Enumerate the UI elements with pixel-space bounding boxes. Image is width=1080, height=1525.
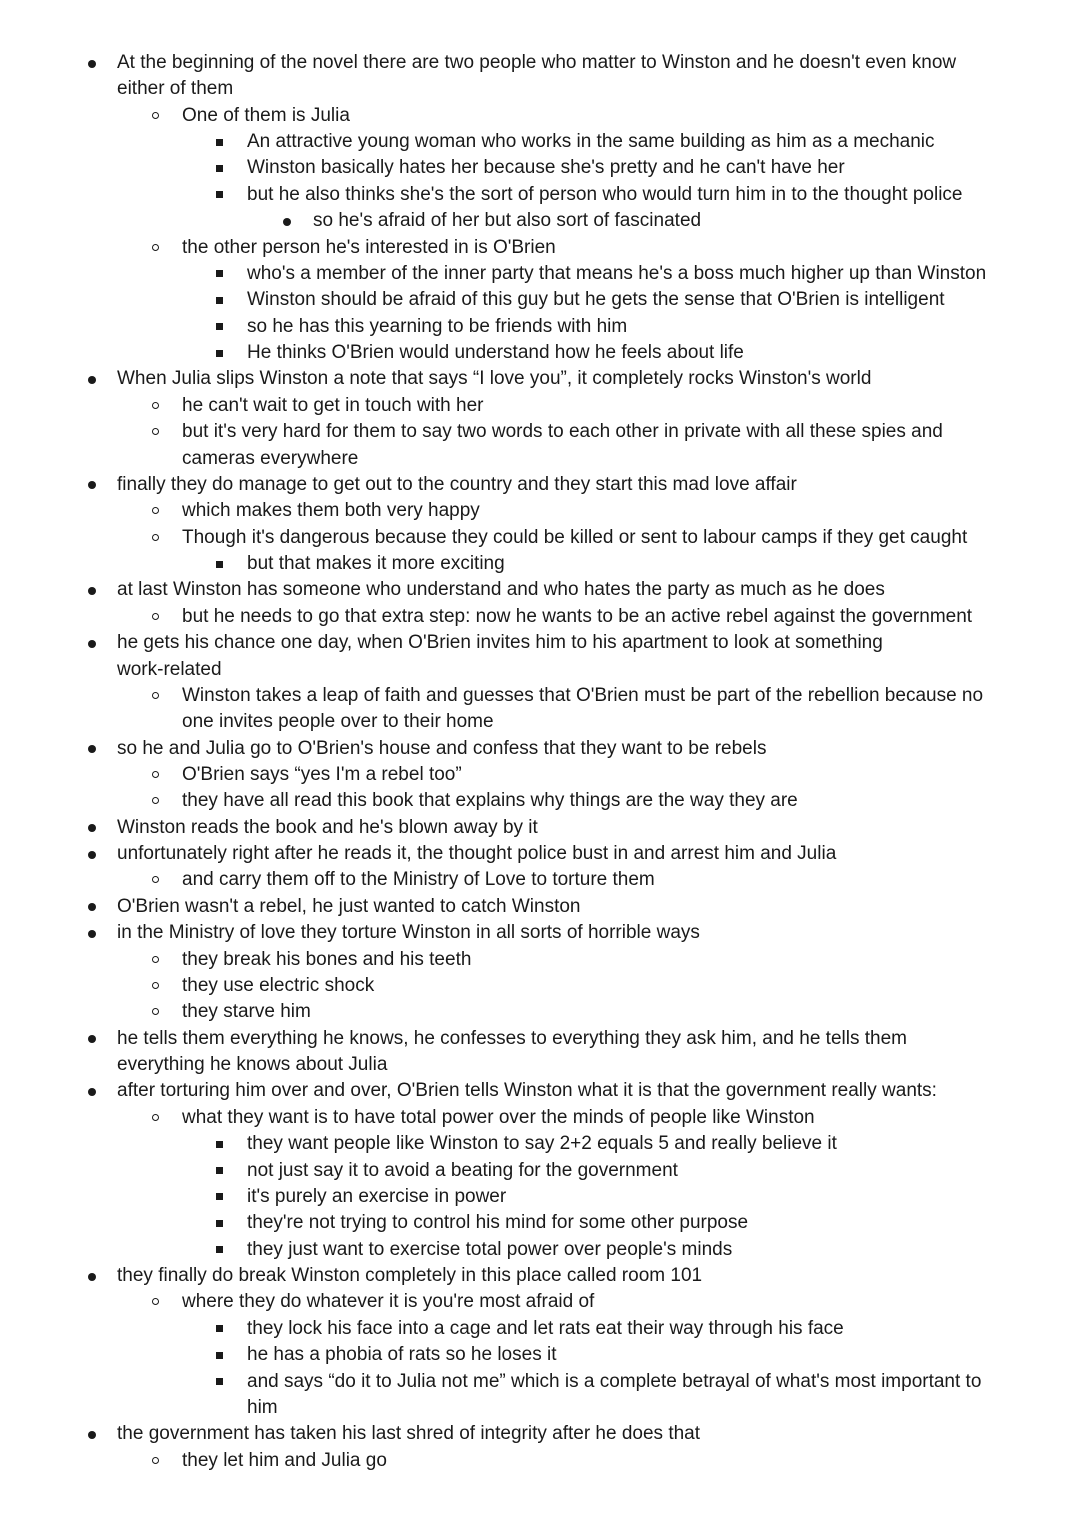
list-item-text: At the beginning of the novel there are two people who matter to Winston and he doesn't even know (117, 52, 957, 73)
list-item-text: who's a member of the inner party that means he's a boss much higher up than Winston (247, 262, 987, 284)
hollow-bullet-icon (148, 788, 168, 814)
list-item-text: and carry them off to the Ministry of Love to torture them (182, 869, 655, 891)
list-item-text: O'Brien says “yes I'm a rebel too” (182, 763, 462, 785)
filled-bullet-icon (84, 894, 104, 920)
list-item-text: him (247, 1396, 278, 1418)
list-item-text: which makes them both very happy (182, 500, 480, 522)
list-item-text: cameras everywhere (182, 447, 359, 469)
list-item-text: O'Brien wasn't a rebel, he just wanted to catch Winston (117, 895, 581, 917)
list-item-text: he tells them everything he knows, he confesses to everything they ask him, and he tells them (117, 1027, 907, 1049)
hollow-bullet-icon (148, 1105, 168, 1131)
filled-bullet-icon (84, 366, 104, 392)
list-item-text: so he's afraid of her but also sort of fascinated (313, 210, 702, 232)
filled-bullet-icon (84, 736, 104, 762)
square-bullet-icon (212, 261, 232, 287)
square-bullet-icon (212, 1131, 232, 1157)
square-bullet-icon (212, 1369, 232, 1395)
list-item-text: the other person he's interested in is O'Brien (182, 236, 556, 258)
hollow-bullet-icon (148, 604, 168, 630)
square-bullet-icon (212, 1316, 232, 1342)
filled-bullet-icon (84, 920, 104, 946)
filled-bullet-icon (84, 1078, 104, 1104)
hollow-bullet-icon (148, 419, 168, 445)
filled-bullet-icon (84, 1421, 104, 1447)
square-bullet-icon (212, 155, 232, 181)
filled-bullet-icon (84, 1026, 104, 1052)
hollow-bullet-icon (148, 498, 168, 524)
list-item-text: they starve him (182, 1001, 311, 1023)
square-bullet-icon (212, 287, 232, 313)
list-item-text: but it's very hard for them to say two words to each other in private with all these spies and (182, 421, 943, 443)
list-item-text: An attractive young woman who works in the same building as him as a mechanic (247, 131, 935, 153)
list-item-text: they want people like Winston to say 2+2 equals 5 and really believe it (247, 1133, 837, 1155)
list-item-text: He thinks O'Brien would understand how he feels about life (247, 342, 744, 364)
list-item-text: one invites people over to their home (182, 711, 494, 733)
square-bullet-icon (212, 1210, 232, 1236)
list-item-text: the government has taken his last shred of integrity after he does that (117, 1423, 701, 1445)
filled-bullet-icon (84, 577, 104, 603)
list-item-text: in the Ministry of love they torture Winston in all sorts of horrible ways (117, 922, 700, 944)
hollow-bullet-icon (148, 867, 168, 893)
square-bullet-icon (212, 129, 232, 155)
list-item-text: they're not trying to control his mind for some other purpose (247, 1212, 749, 1234)
square-bullet-icon (212, 1342, 232, 1368)
list-item-text: they finally do break Winston completely in this place called room 101 (117, 1265, 703, 1287)
list-item-text: but he needs to go that extra step: now he wants to be an active rebel against the government (182, 605, 973, 627)
list-item-text: at last Winston has someone who understand and who hates the party as much as he does (117, 579, 885, 601)
list-item-text: work-related (117, 658, 222, 680)
list-item-text: One of them is Julia (182, 104, 350, 126)
hollow-bullet-icon (148, 973, 168, 999)
list-item-text: When Julia slips Winston a note that says “I love you”, it completely rocks Winston's world (117, 368, 872, 390)
list-item-text: they let him and Julia go (182, 1449, 387, 1471)
square-bullet-icon (212, 1237, 232, 1263)
list-item-text: it's purely an exercise in power (247, 1185, 507, 1207)
square-bullet-icon (212, 340, 232, 366)
list-item-text: they use electric shock (182, 974, 375, 996)
hollow-bullet-icon (148, 1289, 168, 1315)
list-item-text: they just want to exercise total power over people's minds (247, 1238, 733, 1260)
list-item-text: after torturing him over and over, O'Brien tells Winston what it is that the government really wants: (117, 1080, 937, 1102)
square-bullet-icon (212, 1158, 232, 1184)
list-item-text: he has a phobia of rats so he loses it (247, 1344, 557, 1366)
square-bullet-icon (212, 551, 232, 577)
list-item-text: what they want is to have total power over the minds of people like Winston (182, 1106, 815, 1128)
list-item-text: and says “do it to Julia not me” which is a complete betrayal of what's most important to (247, 1370, 982, 1392)
hollow-bullet-icon (148, 1448, 168, 1474)
hollow-bullet-icon (148, 103, 168, 129)
list-item-text: finally they do manage to get out to the country and they start this mad love affair (117, 473, 797, 495)
filled-bullet-icon (279, 208, 299, 234)
filled-bullet-icon (84, 1263, 104, 1289)
filled-bullet-icon (84, 472, 104, 498)
square-bullet-icon (212, 314, 232, 340)
filled-bullet-icon (84, 841, 104, 867)
hollow-bullet-icon (148, 393, 168, 419)
hollow-bullet-icon (148, 947, 168, 973)
list-item-text: Winston reads the book and he's blown away by it (117, 816, 538, 838)
list-item-text: so he has this yearning to be friends with him (247, 315, 628, 337)
hollow-bullet-icon (148, 762, 168, 788)
list-item-text: where they do whatever it is you're most afraid of (182, 1291, 595, 1313)
list-item-text: he can't wait to get in touch with her (182, 394, 484, 416)
list-item-text: Winston takes a leap of faith and guesses that O'Brien must be part of the rebellion because no (182, 684, 984, 706)
hollow-bullet-icon (148, 525, 168, 551)
filled-bullet-icon (84, 815, 104, 841)
list-item-text: but that makes it more exciting (247, 553, 505, 575)
list-item-text: so he and Julia go to O'Brien's house and confess that they want to be rebels (117, 737, 767, 759)
list-item-text: everything he knows about Julia (117, 1054, 388, 1076)
list-item-text: Winston should be afraid of this guy but he gets the sense that O'Brien is intelligent (247, 289, 945, 311)
list-item-text: they break his bones and his teeth (182, 948, 472, 970)
list-item-text: they have all read this book that explains why things are the way they are (182, 790, 798, 812)
filled-bullet-icon (84, 630, 104, 656)
square-bullet-icon (212, 1184, 232, 1210)
filled-bullet-icon (84, 50, 104, 76)
list-item-text: but he also thinks she's the sort of person who would turn him in to the thought police (247, 183, 963, 205)
list-item-text: Winston basically hates her because she's pretty and he can't have her (247, 157, 845, 179)
hollow-bullet-icon (148, 235, 168, 261)
hollow-bullet-icon (148, 683, 168, 709)
list-item-text: Though it's dangerous because they could be killed or sent to labour camps if they get caught (182, 526, 968, 548)
list-item-text: they lock his face into a cage and let rats eat their way through his face (247, 1317, 844, 1339)
list-item-text: he gets his chance one day, when O'Brien invites him to his apartment to look at something (117, 632, 883, 654)
hollow-bullet-icon (148, 999, 168, 1025)
list-item-text: not just say it to avoid a beating for the government (247, 1159, 678, 1181)
list-item-text: either of them (117, 78, 234, 100)
square-bullet-icon (212, 182, 232, 208)
list-item-text: unfortunately right after he reads it, the thought police bust in and arrest him and Julia (117, 843, 837, 865)
